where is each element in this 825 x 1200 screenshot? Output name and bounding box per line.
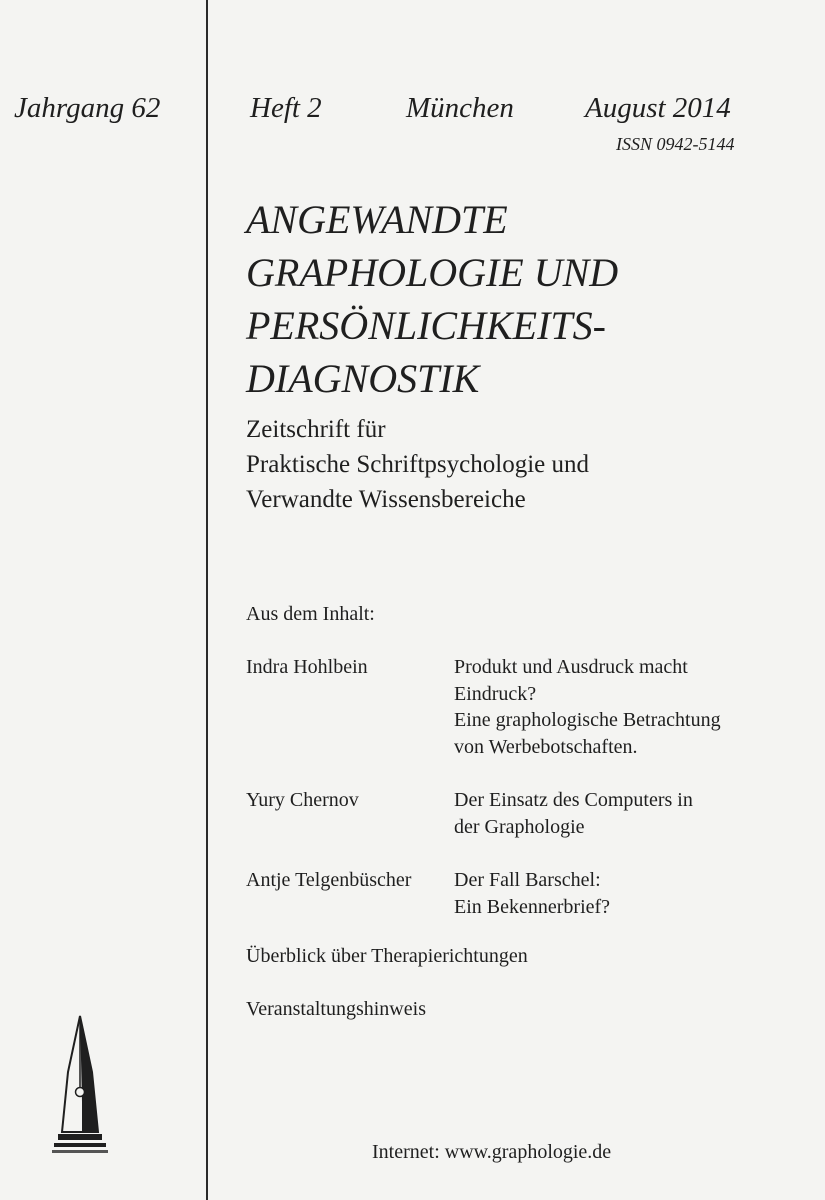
website-link[interactable]: Internet: www.graphologie.de bbox=[372, 1141, 612, 1163]
title-line: GRAPHOLOGIE UND bbox=[246, 250, 619, 295]
article-title-line: Eindruck? bbox=[454, 682, 537, 705]
subtitle-line: Verwandte Wissensbereiche bbox=[246, 486, 526, 513]
subtitle-line: Praktische Schriftpsychologie und bbox=[246, 451, 589, 478]
city-label: München bbox=[406, 92, 514, 124]
article-title-line: Eine graphologische Betrachtung bbox=[454, 709, 721, 731]
volume-label: Jahrgang 62 bbox=[14, 92, 161, 124]
article-author: Antje Telgenbüscher bbox=[246, 869, 412, 891]
article-title-line: von Werbebotschaften. bbox=[454, 735, 638, 758]
article-title bbox=[454, 787, 814, 840]
vertical-rule bbox=[206, 0, 208, 1200]
fountain-pen-nib-icon bbox=[48, 1012, 112, 1162]
title-line: DIAGNOSTIK bbox=[246, 356, 480, 401]
article-title bbox=[454, 867, 814, 920]
article-title-line: Der Einsatz des Computers in bbox=[454, 789, 693, 811]
contents-item: Veranstaltungshinweis bbox=[246, 998, 426, 1020]
contents-item: Überblick über Therapierichtungen bbox=[246, 945, 528, 967]
title-line: PERSÖNLICHKEITS- bbox=[246, 303, 606, 348]
journal-title bbox=[246, 193, 806, 405]
issue-label: Heft 2 bbox=[250, 92, 322, 124]
article-title-line: Ein Bekennerbrief? bbox=[454, 895, 611, 918]
journal-subtitle bbox=[246, 412, 806, 517]
article-title-line: Der Fall Barschel: bbox=[454, 869, 601, 891]
contents-heading: Aus dem Inhalt: bbox=[246, 603, 375, 625]
issn-label: ISSN 0942-5144 bbox=[616, 134, 735, 154]
title-line: ANGEWANDTE bbox=[246, 197, 508, 242]
article-author: Yury Chernov bbox=[246, 789, 359, 811]
article-title-line: Produkt und Ausdruck macht bbox=[454, 656, 688, 678]
date-label: August 2014 bbox=[585, 92, 731, 124]
subtitle-line: Zeitschrift für bbox=[246, 416, 386, 443]
article-author: Indra Hohlbein bbox=[246, 656, 368, 678]
article-title-line: der Graphologie bbox=[454, 815, 585, 838]
article-title bbox=[454, 654, 814, 760]
